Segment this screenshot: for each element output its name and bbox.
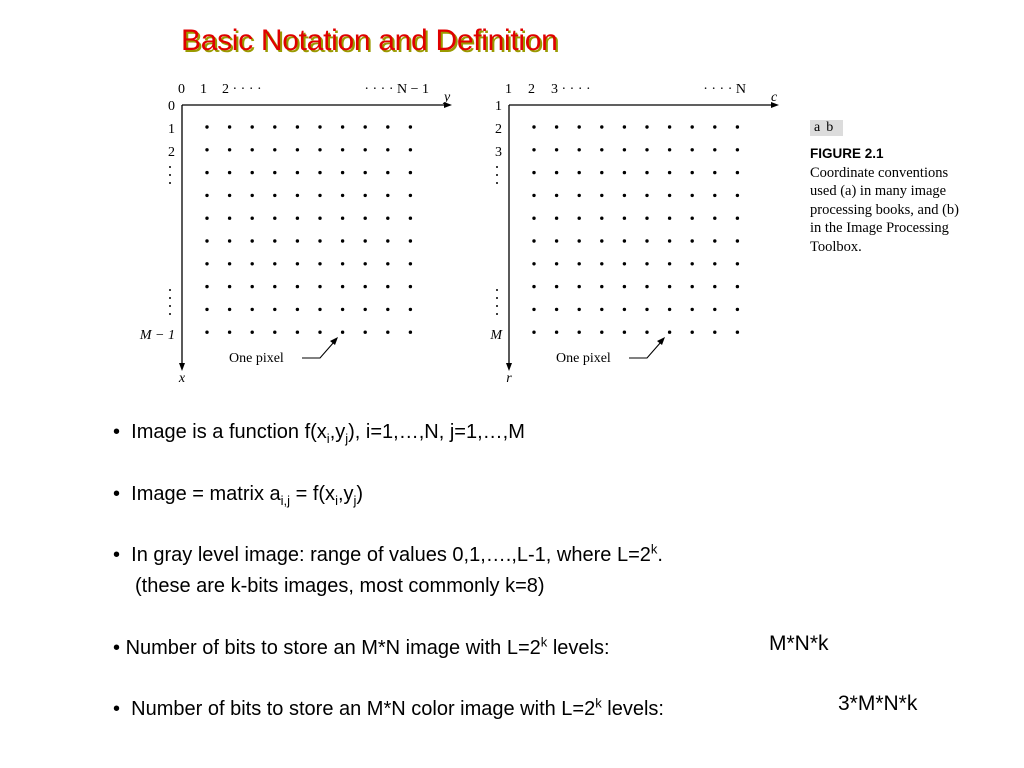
pixel-dot	[273, 194, 276, 197]
pixel-dot	[205, 331, 208, 334]
pixel-dot	[341, 239, 344, 242]
figure-caption-text: Coordinate conventions used (a) in many image processing books, and (b) in the Image Processing Toolbox.	[810, 164, 960, 255]
pixel-dot	[318, 217, 321, 220]
pixel-dot	[409, 285, 412, 288]
pixel-dot	[318, 262, 321, 265]
pixel-dot	[555, 331, 558, 334]
pixel-dot	[228, 148, 231, 151]
pixel-dot	[364, 148, 367, 151]
pixel-dot	[386, 148, 389, 151]
bullet-image-function: • Image is a function $f(x_i,y_j)$, i=1,…,N, j=1,…,M	[113, 421, 525, 446]
pixel-dot	[228, 308, 231, 311]
figure-caption	[810, 118, 970, 256]
pixel-dot	[713, 217, 716, 220]
pixel-dot	[386, 125, 389, 128]
pixel-dot	[555, 217, 558, 220]
pixel-dot	[409, 239, 412, 242]
row-label: 1	[495, 99, 502, 114]
pixel-dot	[668, 125, 671, 128]
pixel-pointer-line	[302, 342, 334, 358]
pixel-dot	[645, 171, 648, 174]
column-label: 1	[505, 82, 512, 97]
row-label: 0	[168, 99, 175, 114]
pixel-dot	[228, 125, 231, 128]
pixel-dot	[228, 331, 231, 334]
pixel-dot	[532, 171, 535, 174]
answer-color: 3*M*N*k	[838, 692, 918, 715]
pixel-pointer-line	[629, 342, 661, 358]
pixel-dot	[364, 308, 367, 311]
pixel-dot	[386, 285, 389, 288]
pixel-dot	[228, 194, 231, 197]
pixel-dot	[296, 239, 299, 242]
figure-a	[139, 82, 452, 386]
pixel-dot	[736, 239, 739, 242]
pixel-dot	[736, 194, 739, 197]
pixel-dot	[409, 194, 412, 197]
pixel-dot	[532, 148, 535, 151]
bullet-bits-color: • Number of bits to store an M*N color image with $L=2^k$ levels:	[113, 695, 664, 720]
pixel-dot	[600, 148, 603, 151]
pixel-dot	[691, 262, 694, 265]
pixel-dot	[713, 194, 716, 197]
row-label: 2	[168, 145, 175, 160]
pixel-dot	[296, 285, 299, 288]
column-label: 1	[200, 82, 207, 97]
pixel-dot	[713, 331, 716, 334]
ellipsis-dot	[169, 297, 171, 299]
pixel-dot	[736, 262, 739, 265]
pixel-dot	[691, 308, 694, 311]
horizontal-axis-label: c	[771, 90, 778, 105]
ellipsis-dot	[169, 313, 171, 315]
pixel-dot	[691, 148, 694, 151]
pixel-dot	[296, 148, 299, 151]
ellipsis-dot	[496, 182, 498, 184]
subfigure-label-b: b	[826, 120, 834, 135]
vertical-axis-arrow-icon	[179, 363, 185, 371]
pixel-dot	[645, 217, 648, 220]
pixel-pointer-arrow-icon	[657, 337, 665, 345]
pixel-dot	[386, 308, 389, 311]
one-pixel-label: One pixel	[229, 351, 284, 366]
pixel-dot	[668, 194, 671, 197]
pixel-dot	[364, 217, 367, 220]
pixel-dot	[296, 217, 299, 220]
pixel-dot	[555, 262, 558, 265]
pixel-dot	[273, 262, 276, 265]
column-label: · · · · N − 1	[364, 82, 429, 97]
pixel-dot	[691, 217, 694, 220]
slide-title: Basic Notation and Definition	[181, 24, 558, 57]
pixel-dot	[205, 262, 208, 265]
pixel-dot	[600, 194, 603, 197]
pixel-dot	[386, 194, 389, 197]
pixel-dot	[713, 308, 716, 311]
pixel-dot	[364, 262, 367, 265]
pixel-dot	[578, 239, 581, 242]
pixel-dot	[623, 194, 626, 197]
pixel-dot	[318, 125, 321, 128]
pixel-dot	[600, 171, 603, 174]
pixel-dot	[228, 239, 231, 242]
pixel-dot	[623, 239, 626, 242]
pixel-dot	[532, 308, 535, 311]
pixel-dot	[296, 331, 299, 334]
pixel-dot	[205, 194, 208, 197]
pixel-dot	[600, 308, 603, 311]
figure-number: FIGURE 2.1	[810, 146, 884, 161]
pixel-dot	[691, 239, 694, 242]
pixel-dot	[623, 308, 626, 311]
pixel-dot	[691, 125, 694, 128]
pixel-dot	[691, 331, 694, 334]
pixel-dot	[251, 239, 254, 242]
pixel-dot	[228, 285, 231, 288]
pixel-dot	[228, 217, 231, 220]
pixel-dot	[691, 285, 694, 288]
bullet-image-matrix: • Image = matrix $a_{i,j} = f(x_i,y_j)$	[113, 483, 364, 508]
pixel-dot	[691, 171, 694, 174]
pixel-dot	[713, 262, 716, 265]
pixel-dot	[409, 262, 412, 265]
pixel-dot	[713, 125, 716, 128]
column-label: 3 · · · ·	[551, 82, 591, 97]
pixel-dot	[205, 217, 208, 220]
pixel-dot	[645, 194, 648, 197]
pixel-dot	[386, 239, 389, 242]
pixel-dot	[736, 331, 739, 334]
pixel-dot	[251, 194, 254, 197]
pixel-dot	[713, 239, 716, 242]
pixel-dot	[409, 308, 412, 311]
pixel-dot	[600, 331, 603, 334]
pixel-dot	[555, 285, 558, 288]
pixel-dot	[532, 125, 535, 128]
bullet-gray-level-note: (these are k-bits images, most commonly k=8)	[135, 575, 545, 597]
pixel-dot	[296, 171, 299, 174]
pixel-dot	[205, 125, 208, 128]
pixel-dot	[251, 285, 254, 288]
pixel-dot	[273, 331, 276, 334]
pixel-dot	[364, 125, 367, 128]
ellipsis-dot	[169, 166, 171, 168]
pixel-dot	[713, 171, 716, 174]
pixel-dot	[341, 125, 344, 128]
pixel-dot	[532, 239, 535, 242]
pixel-dot	[205, 285, 208, 288]
pixel-dot	[668, 148, 671, 151]
pixel-dot	[645, 262, 648, 265]
pixel-dot	[645, 308, 648, 311]
ellipsis-dot	[496, 174, 498, 176]
pixel-dot	[578, 148, 581, 151]
pixel-dot	[578, 262, 581, 265]
pixel-dot	[364, 239, 367, 242]
pixel-dot	[623, 331, 626, 334]
bullet-gray-level: • In gray level image: range of values 0,1,….,L-1, where $L=2^k$.	[113, 541, 663, 566]
pixel-dot	[205, 239, 208, 242]
pixel-dot	[623, 125, 626, 128]
pixel-dot	[318, 239, 321, 242]
pixel-dot	[205, 308, 208, 311]
pixel-dot	[251, 331, 254, 334]
pixel-dot	[623, 262, 626, 265]
pixel-dot	[668, 308, 671, 311]
pixel-dot	[228, 262, 231, 265]
pixel-dot	[205, 171, 208, 174]
pixel-dot	[600, 285, 603, 288]
pixel-dot	[273, 148, 276, 151]
pixel-dot	[668, 171, 671, 174]
pixel-dot	[251, 148, 254, 151]
pixel-dot	[409, 331, 412, 334]
pixel-dot	[386, 217, 389, 220]
pixel-dot	[228, 171, 231, 174]
pixel-dot	[273, 239, 276, 242]
pixel-dot	[273, 285, 276, 288]
pixel-dot	[736, 125, 739, 128]
pixel-dot	[318, 148, 321, 151]
ellipsis-dot	[496, 166, 498, 168]
pixel-dot	[532, 262, 535, 265]
pixel-dot	[713, 148, 716, 151]
pixel-dot	[318, 171, 321, 174]
pixel-dot	[668, 217, 671, 220]
pixel-dot	[645, 125, 648, 128]
pixel-dot	[409, 125, 412, 128]
answer-gray: M*N*k	[769, 632, 829, 655]
pixel-dot	[364, 285, 367, 288]
row-label: 3	[495, 145, 502, 160]
pixel-dot	[318, 285, 321, 288]
pixel-dot	[736, 171, 739, 174]
pixel-dot	[623, 285, 626, 288]
pixel-dot	[341, 217, 344, 220]
pixel-dot	[555, 171, 558, 174]
pixel-dot	[409, 217, 412, 220]
pixel-dot	[736, 148, 739, 151]
pixel-dot	[600, 217, 603, 220]
pixel-dot	[205, 148, 208, 151]
pixel-dot	[600, 239, 603, 242]
pixel-dot	[341, 285, 344, 288]
row-label: 2	[495, 122, 502, 137]
vertical-axis-label: r	[506, 371, 512, 386]
pixel-dot	[386, 262, 389, 265]
pixel-dot	[296, 194, 299, 197]
row-label: 1	[168, 122, 175, 137]
pixel-dot	[251, 171, 254, 174]
pixel-dot	[668, 239, 671, 242]
subfigure-label-a: a	[814, 120, 821, 135]
pixel-dot	[386, 331, 389, 334]
pixel-dot	[273, 217, 276, 220]
pixel-dot	[555, 125, 558, 128]
pixel-dot	[532, 285, 535, 288]
pixel-dot	[668, 331, 671, 334]
pixel-dot	[578, 171, 581, 174]
pixel-dot	[364, 194, 367, 197]
pixel-dot	[409, 148, 412, 151]
pixel-dot	[341, 262, 344, 265]
pixel-dot	[668, 285, 671, 288]
pixel-dot	[578, 217, 581, 220]
pixel-dot	[713, 285, 716, 288]
pixel-dot	[555, 308, 558, 311]
ellipsis-dot	[496, 297, 498, 299]
pixel-dot	[645, 239, 648, 242]
pixel-dot	[645, 331, 648, 334]
pixel-dot	[578, 331, 581, 334]
bullet-bits-gray: • Number of bits to store an M*N image with $L=2^k$ levels:	[113, 634, 610, 659]
pixel-dot	[318, 194, 321, 197]
pixel-dot	[364, 331, 367, 334]
pixel-dot	[555, 239, 558, 242]
row-label: M	[490, 328, 502, 343]
pixel-dot	[251, 125, 254, 128]
column-label: 2	[528, 82, 535, 97]
ellipsis-dot	[496, 313, 498, 315]
vertical-axis-label: x	[178, 371, 186, 386]
one-pixel-label: One pixel	[556, 351, 611, 366]
pixel-dot	[532, 194, 535, 197]
pixel-dot	[600, 262, 603, 265]
pixel-dot	[736, 217, 739, 220]
pixel-dot	[273, 125, 276, 128]
pixel-dot	[578, 285, 581, 288]
pixel-dot	[296, 262, 299, 265]
pixel-pointer-arrow-icon	[330, 337, 338, 345]
column-label: 0	[178, 82, 185, 97]
pixel-dot	[736, 308, 739, 311]
pixel-dot	[318, 308, 321, 311]
figure-b	[489, 82, 779, 386]
pixel-dot	[273, 308, 276, 311]
pixel-dot	[409, 171, 412, 174]
pixel-dot	[668, 262, 671, 265]
pixel-dot	[318, 331, 321, 334]
pixel-dot	[578, 308, 581, 311]
pixel-dot	[386, 171, 389, 174]
ellipsis-dot	[169, 174, 171, 176]
pixel-dot	[296, 308, 299, 311]
pixel-dot	[364, 171, 367, 174]
pixel-dot	[555, 194, 558, 197]
pixel-dot	[251, 308, 254, 311]
subfigure-labels	[810, 120, 843, 136]
row-label: M − 1	[139, 328, 175, 343]
pixel-dot	[691, 194, 694, 197]
pixel-dot	[341, 308, 344, 311]
ellipsis-dot	[169, 289, 171, 291]
pixel-dot	[532, 331, 535, 334]
pixel-dot	[623, 217, 626, 220]
pixel-dot	[341, 148, 344, 151]
pixel-dot	[645, 285, 648, 288]
column-label: · · · · N	[703, 82, 746, 97]
ellipsis-dot	[496, 289, 498, 291]
pixel-dot	[555, 148, 558, 151]
pixel-dot	[341, 171, 344, 174]
pixel-dot	[251, 217, 254, 220]
pixel-dot	[296, 125, 299, 128]
ellipsis-dot	[496, 305, 498, 307]
pixel-dot	[623, 171, 626, 174]
pixel-dot	[251, 262, 254, 265]
pixel-dot	[623, 148, 626, 151]
ellipsis-dot	[169, 182, 171, 184]
pixel-dot	[578, 194, 581, 197]
horizontal-axis-label: y	[444, 90, 451, 105]
ellipsis-dot	[169, 305, 171, 307]
pixel-dot	[736, 285, 739, 288]
pixel-dot	[645, 148, 648, 151]
pixel-dot	[341, 331, 344, 334]
pixel-dot	[341, 194, 344, 197]
pixel-dot	[578, 125, 581, 128]
pixel-dot	[273, 171, 276, 174]
vertical-axis-arrow-icon	[506, 363, 512, 371]
column-label: 2 · · · ·	[222, 82, 262, 97]
pixel-dot	[600, 125, 603, 128]
pixel-dot	[532, 217, 535, 220]
